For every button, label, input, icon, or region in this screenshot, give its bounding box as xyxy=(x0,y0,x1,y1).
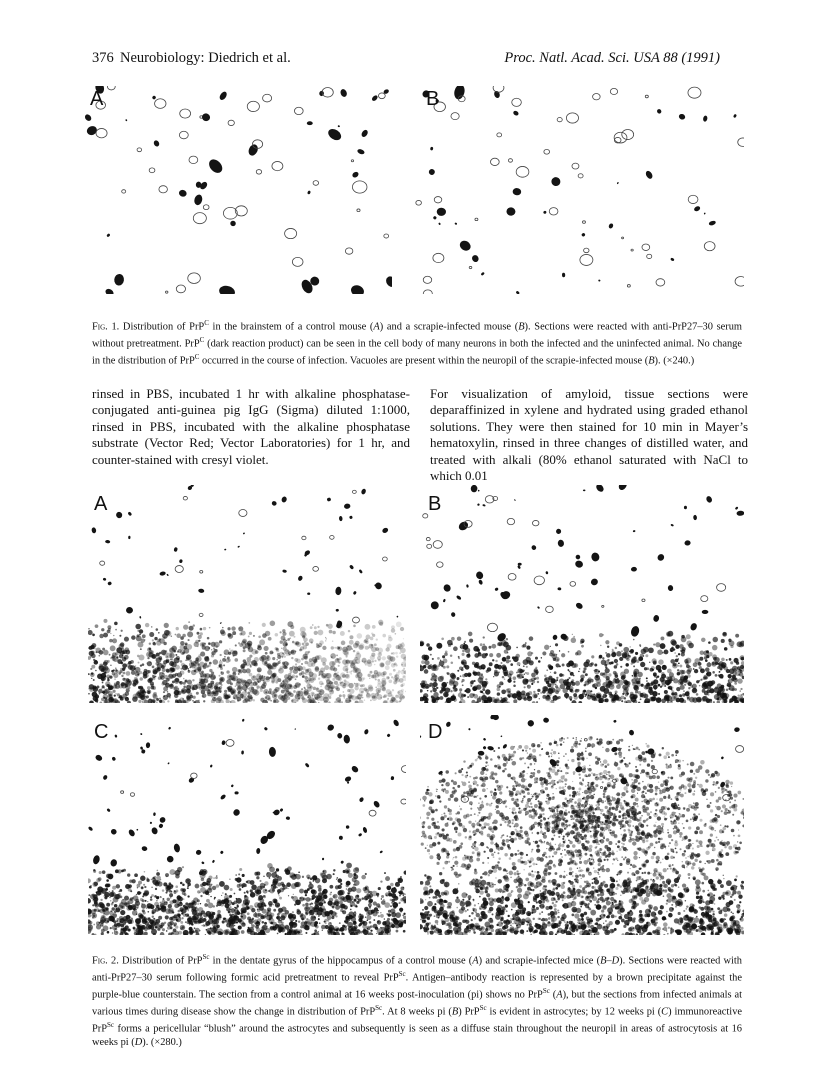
figure2-panel-c-label: C xyxy=(94,721,109,743)
figure1-panel-b-label: B xyxy=(426,88,440,110)
figure2-panel-d-label: D xyxy=(428,721,443,743)
figure1-panel-b-image xyxy=(414,86,744,294)
figure2-panel-b-label: B xyxy=(428,493,442,515)
figure2-panel-d-image xyxy=(420,715,744,935)
figure1-panel-b-micrograph xyxy=(414,86,744,294)
figure2-panel-c-image xyxy=(88,715,406,935)
figure1-caption: Fig. 1. Distribution of PrP$^C$ in the brainstem of a control mouse (A) and a scrapie-infected mouse (B). Sections were reacted with anti-PrP27–30 serum without pretreatment. PrP$^C$ (dark reaction product) can be seen in the cell body of many neurons in both the infected and the uninfected animal. No change in the distribution of PrP$^C$ occurred in the course of infection. Vacuoles are present within the neuropil of the scrapie-infected mouse (B). (×240.) xyxy=(92,319,742,367)
journal-citation: Proc. Natl. Acad. Sci. USA 88 (1991) xyxy=(504,50,720,66)
figure2-panel-c-micrograph xyxy=(88,715,406,935)
figure2-panel-b-image xyxy=(420,485,744,703)
figure1-panel-a-micrograph xyxy=(82,86,392,294)
figure2-panel-d-micrograph xyxy=(420,715,744,935)
figure2-panel-b-micrograph xyxy=(420,485,744,703)
figure2-panel-a-image xyxy=(88,485,406,703)
figure2-panel-a-micrograph xyxy=(88,485,406,703)
figure1-panel-a-image xyxy=(82,86,392,294)
body-text-right-column: For visualization of amyloid, tissue sections were deparaffinized in xylene and hydrated using graded ethanol solutions. They were then stained for 10 min in Mayer’s hematoxylin, rinsed in three changes of distilled water, and treated with alkali (80% ethanol saturated with NaCl to which 0.01 xyxy=(430,386,748,484)
page-number: 376 xyxy=(92,50,114,66)
figure2-panel-a-label: A xyxy=(94,493,108,515)
figure1-panel-a-label: A xyxy=(90,88,104,110)
figure2-caption: Fig. 2. Distribution of PrP$^{Sc}$ in the dentate gyrus of the hippocampus of a control mouse (A) and scrapie-infected mice (B–D). Sections were reacted with anti-PrP27–30 serum following formic acid pretreatment to reveal PrP$^{Sc}$. Antigen–antibody reaction is represented by a brown precipitate against the purple-blue counterstain. The section from a control animal at 16 weeks post-inoculation (pi) shows no PrP$^{Sc}$ (A), but the sections from infected animals at various times during disease show the change in distribution of PrP$^{Sc}$. At 8 weeks pi (B) PrP$^{Sc}$ is evident in astrocytes; by 12 weeks pi (C) immunoreactive PrP$^{Sc}$ forms a pericellular “blush” around the astrocytes and subsequently is seen as a diffuse stain throughout the neuropil in areas of astrocytosis at 16 weeks pi (D). (×280.) xyxy=(92,953,743,1049)
section-title: Neurobiology: Diedrich et al. xyxy=(120,50,291,66)
body-text-left-column: rinsed in PBS, incubated 1 hr with alkaline phosphatase-conjugated anti-guinea pig IgG (Sigma) diluted 1:1000, rinsed in PBS, incubated with the alkaline phosphatase substrate (Vector Red; Vector Laboratories) for 1 hr, and counter-stained with cresyl violet. xyxy=(92,386,410,467)
running-header xyxy=(92,50,720,70)
